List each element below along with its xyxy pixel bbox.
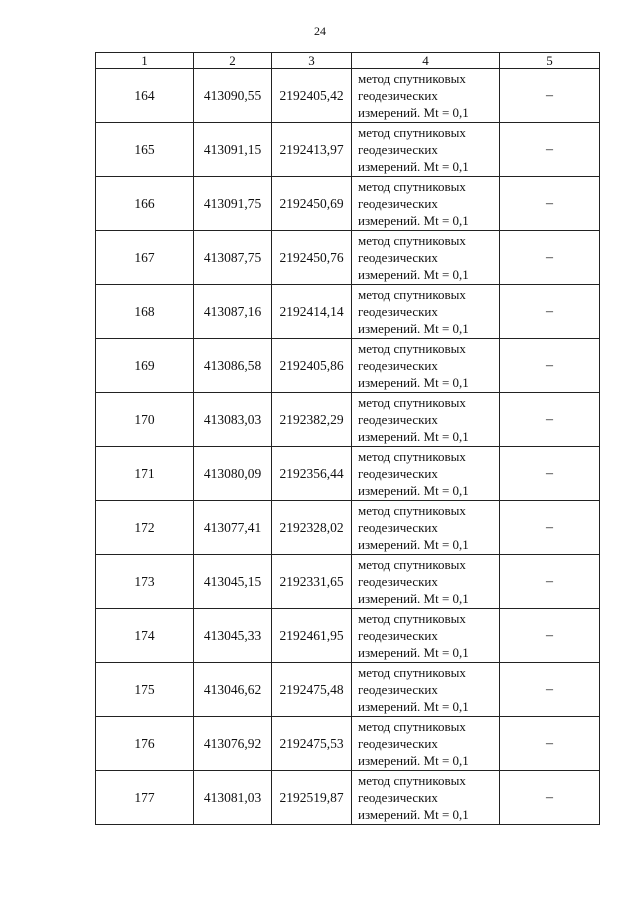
note-cell: –: [500, 231, 600, 285]
note-cell: –: [500, 69, 600, 123]
method-line-3: измерений. Mt = 0,1: [358, 159, 469, 174]
method-line-2: геодезических: [358, 574, 438, 589]
point-number: 166: [96, 177, 194, 231]
method-line-2: геодезических: [358, 358, 438, 373]
method-cell: [352, 555, 500, 609]
point-number: 172: [96, 501, 194, 555]
table-row: [96, 609, 600, 663]
method-cell: [352, 447, 500, 501]
note-cell: –: [500, 393, 600, 447]
coord-x: 413091,75: [194, 177, 272, 231]
note-cell: –: [500, 555, 600, 609]
method-line-1: метод спутниковых: [358, 233, 466, 248]
coord-x: 413087,16: [194, 285, 272, 339]
method-line-1: метод спутниковых: [358, 773, 466, 788]
coord-y: 2192450,76: [272, 231, 352, 285]
method-line-2: геодезических: [358, 304, 438, 319]
coord-x: 413083,03: [194, 393, 272, 447]
note-cell: –: [500, 501, 600, 555]
method-line-1: метод спутниковых: [358, 557, 466, 572]
method-cell: [352, 717, 500, 771]
method-line-2: геодезических: [358, 736, 438, 751]
coord-x: 413087,75: [194, 231, 272, 285]
method-line-2: геодезических: [358, 628, 438, 643]
coord-y: 2192405,86: [272, 339, 352, 393]
coord-x: 413080,09: [194, 447, 272, 501]
method-cell: [352, 771, 500, 825]
method-line-3: измерений. Mt = 0,1: [358, 429, 469, 444]
method-cell: [352, 123, 500, 177]
point-number: 169: [96, 339, 194, 393]
coord-x: 413076,92: [194, 717, 272, 771]
coord-y: 2192461,95: [272, 609, 352, 663]
table-row: [96, 123, 600, 177]
note-cell: –: [500, 771, 600, 825]
coord-y: 2192382,29: [272, 393, 352, 447]
table-row: [96, 339, 600, 393]
method-cell: [352, 285, 500, 339]
method-line-2: геодезических: [358, 142, 438, 157]
note-cell: –: [500, 177, 600, 231]
method-line-3: измерений. Mt = 0,1: [358, 699, 469, 714]
point-number: 167: [96, 231, 194, 285]
table-row: [96, 717, 600, 771]
method-cell: [352, 609, 500, 663]
method-line-2: геодезических: [358, 412, 438, 427]
table-row: [96, 177, 600, 231]
coord-y: 2192414,14: [272, 285, 352, 339]
method-line-1: метод спутниковых: [358, 71, 466, 86]
note-cell: –: [500, 285, 600, 339]
method-cell: [352, 393, 500, 447]
method-cell: [352, 501, 500, 555]
note-cell: –: [500, 609, 600, 663]
header-col-5: 5: [500, 53, 600, 69]
header-col-3: 3: [272, 53, 352, 69]
method-cell: [352, 339, 500, 393]
point-number: 173: [96, 555, 194, 609]
coord-y: 2192450,69: [272, 177, 352, 231]
header-col-2: 2: [194, 53, 272, 69]
method-line-1: метод спутниковых: [358, 287, 466, 302]
table-row: [96, 771, 600, 825]
coord-y: 2192405,42: [272, 69, 352, 123]
header-row: [96, 53, 600, 69]
coord-y: 2192413,97: [272, 123, 352, 177]
method-cell: [352, 177, 500, 231]
coord-x: 413077,41: [194, 501, 272, 555]
method-line-3: измерений. Mt = 0,1: [358, 375, 469, 390]
method-line-3: измерений. Mt = 0,1: [358, 213, 469, 228]
method-cell: [352, 69, 500, 123]
method-line-2: геодезических: [358, 790, 438, 805]
method-line-3: измерений. Mt = 0,1: [358, 267, 469, 282]
note-cell: –: [500, 663, 600, 717]
coord-x: 413090,55: [194, 69, 272, 123]
method-line-1: метод спутниковых: [358, 395, 466, 410]
coord-y: 2192475,53: [272, 717, 352, 771]
note-cell: –: [500, 447, 600, 501]
method-line-3: измерений. Mt = 0,1: [358, 483, 469, 498]
table-row: [96, 69, 600, 123]
note-cell: –: [500, 717, 600, 771]
method-line-1: метод спутниковых: [358, 449, 466, 464]
table-row: [96, 501, 600, 555]
point-number: 168: [96, 285, 194, 339]
coord-x: 413046,62: [194, 663, 272, 717]
method-line-2: геодезических: [358, 196, 438, 211]
method-line-3: измерений. Mt = 0,1: [358, 807, 469, 822]
method-line-2: геодезических: [358, 250, 438, 265]
point-number: 177: [96, 771, 194, 825]
table-row: [96, 393, 600, 447]
point-number: 171: [96, 447, 194, 501]
method-cell: [352, 231, 500, 285]
method-line-1: метод спутниковых: [358, 611, 466, 626]
table-header: [96, 53, 600, 69]
method-line-1: метод спутниковых: [358, 665, 466, 680]
point-number: 174: [96, 609, 194, 663]
table-row: [96, 231, 600, 285]
method-line-1: метод спутниковых: [358, 125, 466, 140]
method-line-1: метод спутниковых: [358, 719, 466, 734]
coord-y: 2192328,02: [272, 501, 352, 555]
point-number: 170: [96, 393, 194, 447]
method-cell: [352, 663, 500, 717]
header-col-4: 4: [352, 53, 500, 69]
method-line-2: геодезических: [358, 520, 438, 535]
method-line-2: геодезических: [358, 88, 438, 103]
method-line-2: геодезических: [358, 466, 438, 481]
coordinates-table: [95, 52, 600, 825]
method-line-3: измерений. Mt = 0,1: [358, 753, 469, 768]
method-line-3: измерений. Mt = 0,1: [358, 645, 469, 660]
table-body: [96, 69, 600, 825]
coord-y: 2192475,48: [272, 663, 352, 717]
method-line-3: измерений. Mt = 0,1: [358, 321, 469, 336]
method-line-3: измерений. Mt = 0,1: [358, 591, 469, 606]
coord-x: 413045,15: [194, 555, 272, 609]
method-line-1: метод спутниковых: [358, 503, 466, 518]
method-line-1: метод спутниковых: [358, 179, 466, 194]
method-line-2: геодезических: [358, 682, 438, 697]
table-row: [96, 447, 600, 501]
coord-y: 2192519,87: [272, 771, 352, 825]
method-line-3: измерений. Mt = 0,1: [358, 105, 469, 120]
page-number: 24: [314, 24, 326, 38]
coord-x: 413086,58: [194, 339, 272, 393]
note-cell: –: [500, 339, 600, 393]
table-row: [96, 663, 600, 717]
coord-x: 413045,33: [194, 609, 272, 663]
header-col-1: 1: [96, 53, 194, 69]
point-number: 165: [96, 123, 194, 177]
table-row: [96, 285, 600, 339]
point-number: 175: [96, 663, 194, 717]
table-row: [96, 555, 600, 609]
coord-x: 413091,15: [194, 123, 272, 177]
coord-y: 2192356,44: [272, 447, 352, 501]
coord-x: 413081,03: [194, 771, 272, 825]
method-line-1: метод спутниковых: [358, 341, 466, 356]
point-number: 176: [96, 717, 194, 771]
coord-y: 2192331,65: [272, 555, 352, 609]
note-cell: –: [500, 123, 600, 177]
point-number: 164: [96, 69, 194, 123]
method-line-3: измерений. Mt = 0,1: [358, 537, 469, 552]
